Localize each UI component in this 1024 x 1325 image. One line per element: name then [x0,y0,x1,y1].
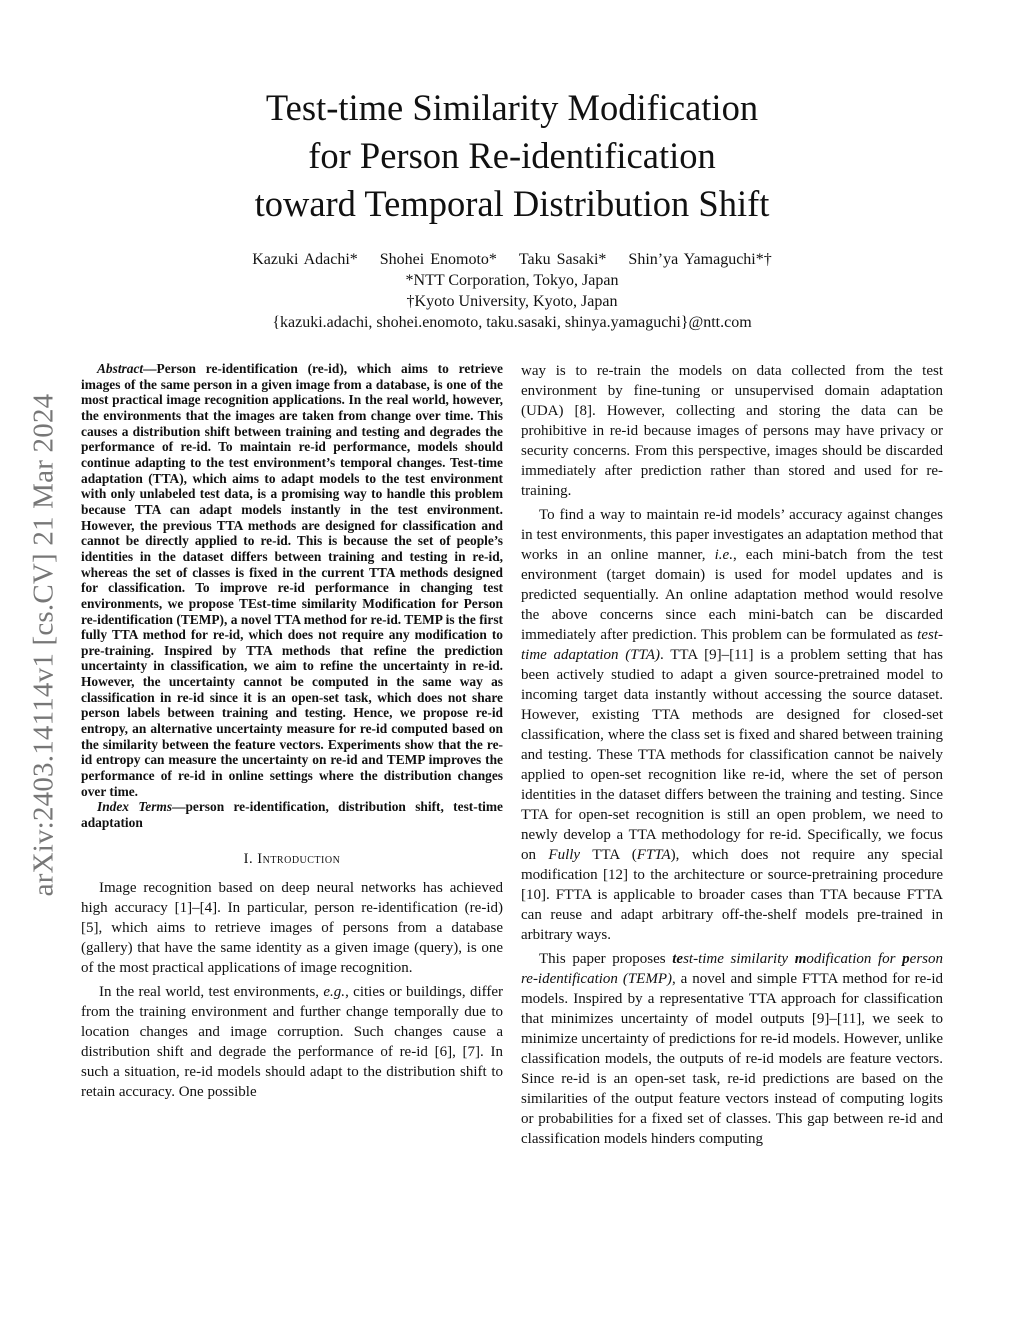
rp3-st: st-time similarity [683,951,795,967]
rp2-fully: Fully [548,847,581,863]
paper-title [160,84,864,228]
author-4: Shin’ya Yamaguchi*† [628,251,772,268]
rp2-e: ), which does not require any special modification [12] to the architecture or source-pretraining procedure [10]. FTTA is applicable to broader cases than TTA because FTTA can reuse and adapt arbitrary off-the-shelf models pre-trained in arbitrary ways. [521,847,944,943]
title-line-2: for Person Re-identification [308,135,716,176]
rp2-d: TTA ( [580,847,637,863]
right-paragraph-3 [521,949,943,1149]
p2-text-a: In the real world, test environments, [99,983,324,1000]
rp3-b: , a novel and simple FTTA method for re-id models. Inspired by a representative TTA approach for classification that minimizes uncertainty of model outputs [9]–[11], we seek to minimize uncertainty of predictions for re-id models. However, unlike classification models, the outputs of re-id models are feature vectors. Since re-id is an open-set task, re-id predictions are based on the similarities of the output feature vectors instead of computing logits or probabilities for a fixed set of classes. This gap between re-id and classification models hinders computing [521,971,943,1147]
affiliation-kyoto: †Kyoto University, Kyoto, Japan [406,293,618,310]
right-paragraph-1: way is to re-train the models on data collected from the test environment by fine-tuning or unsupervised domain adaptation (UDA) [8]. However, collecting and storing the data can be prohibitive in re-id because images of persons may have privacy or security concerns. From this perspective, images should be discarded immediately after prediction rather than stored and used for re-training. [521,363,943,499]
section-number: I. [243,850,254,867]
p2-text-b: , cities or buildings, differ from the training environment and further change temporally due to location changes and image corruption. Such changes cause a distribution shift and degrade the performance of re-id [6], [7]. In such a situation, re-id models should adapt to the distribution shift to retain accuracy. One possible [81,983,503,1100]
section-title: Introduction [257,850,341,867]
rp3-erson: erson re-identification (TEMP) [521,951,944,987]
rp2-tta-term: test-time adaptation (TTA) [521,627,943,663]
left-column [81,361,503,1106]
rp2-c: . TTA [9]–[11] is a problem setting that has been actively studied to adapt a given source-pretrained model to incoming target data instantly without accessing the source dataset. However, existing TTA methods are designed for closed-set classification, where the class set is fixed and shared between training and testing. These TTA methods for classification cannot be naively applied to open-set recognition like re-id, where the set of person identities in the dataset differs between the training and testing. Since TTA for open-set recognition is still an open problem, we need to newly develop a TTA methodology for re-id. Specifically, we focus on [521,647,943,863]
rp3-te: te [672,951,684,967]
index-terms [81,799,503,830]
title-line-3: toward Temporal Distribution Shift [254,183,770,224]
arxiv-identifier: arXiv:2403.14114v1 [cs.CV] 21 Mar 2024 [27,393,60,897]
intro-paragraph-1: Image recognition based on deep neural networks has achieved high accuracy [1]–[4]. In particular, person re-identification (re-id) [5], which aims to retrieve images of persons from a database (gallery) that have the same identity as a given image (query), is one of the most practical applications of image recognition. [81,879,503,976]
author-1: Kazuki Adachi* [252,251,358,268]
author-names [160,249,864,270]
rp3-od: odification for [806,951,903,967]
author-block [160,249,864,333]
section-heading-introduction [81,849,503,869]
rp2-ie: i.e. [714,547,733,563]
index-terms-label: Index Terms [97,799,173,815]
abstract-label: Abstract [97,361,144,376]
right-paragraph-2 [521,505,943,945]
title-line-1: Test-time Similarity Modification [265,87,759,128]
abstract [81,361,503,799]
rp2-a: To find a way to maintain re-id models’ accuracy against changes in test environments, this paper investigates an adaptation method that works in an online manner, [521,507,943,563]
right-column [521,361,943,1153]
author-3: Taku Sasaki* [518,251,607,268]
rp3-m: m [794,951,807,967]
arxiv-sidebar [22,340,66,950]
affiliation-ntt: *NTT Corporation, Tokyo, Japan [405,272,619,289]
abstract-text: —Person re-identification (re-id), which aims to retrieve images of the same person in a given image from a database, is one of the most practical image recognition applications. In the real world, however, the environments that the images are taken from change over time. This causes a distribution shift between training and testing and degrades the performance of re-id. To maintain re-id performance, models should continue adapting to the test environment’s temporal changes. Test-time adaptation (TTA), which aims to adapt models to the test environment with only unlabeled test data, is a promising way to handle this problem because TTA can adapt models instantly in the test environment. However, the previous TTA methods are designed for classification and cannot be directly applied to re-id. This is because the set of people’s identities in the dataset differs between training and testing in re-id, whereas the set of classes is fixed in the current TTA methods designed for classification. To improve re-id performance in changing test environments, we propose TEst-time similarity Modification for Person re-identification (TEMP), a novel TTA method for re-id. TEMP is the first fully TTA method for re-id, which does not require any modification to pre-training. Inspired by TTA methods that refine the prediction uncertainty in classification, we aim to refine the uncertainty in re-id. However, the uncertainty cannot be computed in the same way as classification in re-id since it is an open-set task, which does not share person labels between training and testing. Hence, we propose re-id entropy, an alternative uncertainty measure for re-id computed based on the similarity between the feature vectors. Experiments show that the re-id entropy can measure the uncertainty on re-id and TEMP improves the performance of re-id in online settings where the distribution changes over time. [81,361,503,799]
rp2-b: , each mini-batch from the test environment (target domain) is used for model updates and is predicted sequentially. An online adaptation method would resolve the above concerns since each mini-batch can be discarded immediately after prediction. This problem can be formulated as [521,547,943,643]
rp3-p: p [902,951,910,967]
author-2: Shohei Enomoto* [379,251,497,268]
p2-eg: e.g. [323,983,346,1000]
author-emails: {kazuki.adachi, shohei.enomoto, taku.sasaki, shinya.yamaguchi}@ntt.com [272,314,752,331]
rp2-ftta: FTTA [636,847,671,863]
intro-paragraph-2 [81,982,503,1102]
index-terms-text: —person re-identification, distribution shift, test-time adaptation [81,799,503,831]
rp3-a: This paper proposes [539,951,673,967]
